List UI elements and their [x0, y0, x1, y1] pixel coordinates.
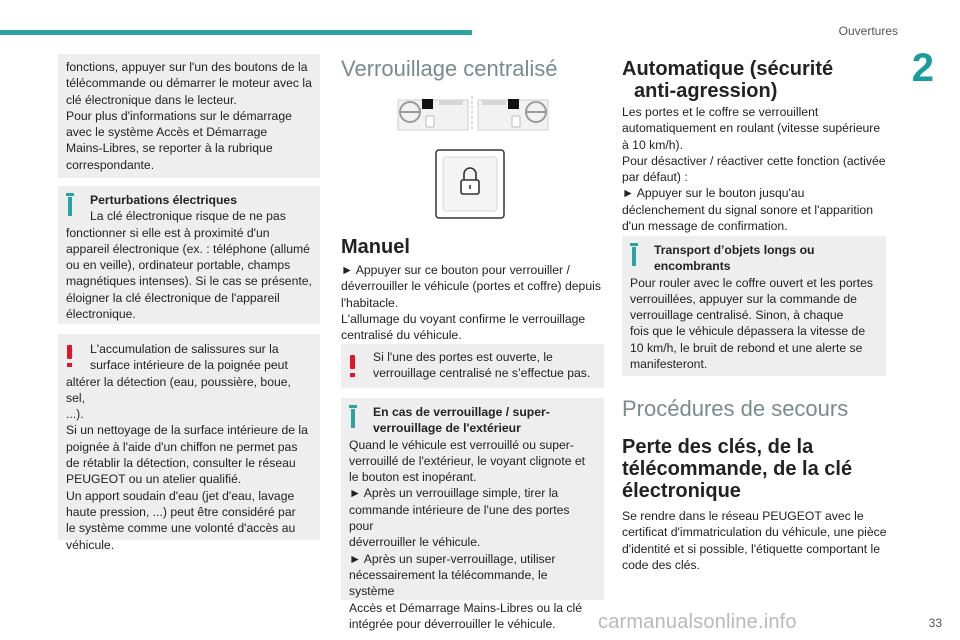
text-line: ► Après un verrouillage simple, tirer la [349, 486, 559, 501]
info-box-long-objects [622, 236, 886, 376]
text-line: correspondante. [66, 157, 155, 172]
text-line: Accès et Démarrage Mains-Libres ou la clé [349, 600, 583, 615]
text-line: code des clés. [622, 557, 700, 572]
text-line: verrouillé de l'extérieur, le voyant clignote et [349, 453, 586, 468]
info-box-title: encombrants [654, 259, 731, 274]
text-line: fonctionner si elle est à proximité d'un [66, 225, 270, 240]
text-line: à 10 km/h). [622, 137, 683, 152]
text-line: Si un nettoyage de la surface intérieure de la [66, 423, 308, 438]
info-box-title: Transport d’objets longs ou [654, 243, 815, 257]
text-line: verrouillées, appuyer sur la commande de [630, 291, 857, 306]
text-line: véhicule. [66, 537, 115, 552]
info-icon [351, 409, 355, 428]
text-line: déverrouiller le véhicule. [349, 535, 481, 550]
text-line: Pour plus d'informations sur le démarrage [66, 108, 292, 123]
dashboard-right-icon [478, 99, 548, 130]
text-line: ou en veille), ordinateur portable, champs [66, 258, 291, 273]
manuel-text [341, 262, 606, 343]
text-line: Se rendre dans le réseau PEUGEOT avec le [622, 509, 864, 523]
heading-line: télécommande, de la clé [622, 458, 853, 480]
warning-box-door-open [341, 344, 604, 388]
text-line: électronique. [66, 307, 136, 322]
info-box-electrical [58, 186, 320, 324]
text-line: Pour désactiver / réactiver cette fonction (activée [622, 153, 886, 168]
text-line: de rétablir la détection, consulter le réseau [66, 456, 296, 471]
dashboard-left-icon [398, 99, 468, 130]
info-box-title: verrouillage de l'extérieur [373, 421, 521, 436]
lock-button-icon [436, 150, 504, 218]
info-box-title: Perturbations électriques [90, 193, 237, 207]
text-line: l'habitacle. [341, 295, 399, 310]
text-line: Mains-Libres, se reporter à la rubrique [66, 141, 273, 156]
page-number: 33 [928, 616, 942, 630]
info-icon [632, 247, 636, 266]
text-line: appareil électronique (ex. : téléphone (allumé [66, 241, 310, 256]
text-line: L'accumulation de salissures sur la [90, 342, 279, 356]
text-line: altérer la détection (eau, poussière, boue, sel, [66, 374, 291, 405]
text-line: PEUGEOT ou un atelier qualifié. [66, 472, 242, 487]
text-line: déverrouiller le véhicule (portes et coffre) depuis [341, 279, 601, 294]
warning-box-dirt [58, 334, 320, 552]
text-line: verrouillage centralisé. Sinon, à chaque [630, 308, 844, 323]
text-line: le bouton est inopérant. [349, 470, 477, 485]
heading-manuel: Manuel [341, 236, 410, 258]
continued-info-box [58, 54, 320, 178]
warning-icon [350, 355, 355, 369]
info-box-exterior-lock [341, 398, 604, 631]
text-line: verrouillage centralisé ne s’effectue pas. [373, 366, 591, 381]
text-line: par défaut) : [622, 170, 688, 185]
heading-verrouillage: Verrouillage centralisé [341, 56, 558, 81]
heading-perte [622, 436, 872, 502]
text-line: La clé électronique risque de ne pas [90, 209, 286, 224]
text-line: centralisé du véhicule. [341, 328, 462, 343]
text-line: Un apport soudain d'eau (jet d'eau, lavage [66, 488, 295, 503]
text-line: ...). [66, 407, 84, 422]
text-line: fonctions, appuyer sur l'un des boutons de la [66, 60, 308, 74]
text-line: nécessairement la télécommande, le système [349, 567, 548, 599]
text-line: avec le système Accès et Démarrage [66, 125, 268, 140]
text-line: déclenchement du signal sonore et l'apparition [622, 202, 873, 217]
text-line: éloigner la clé électronique de l'appareil [66, 290, 280, 305]
text-line: surface intérieure de la poignée peut [90, 358, 288, 373]
watermark: carmanualsonline.info [598, 611, 797, 633]
heading-secours: Procédures de secours [622, 396, 849, 421]
perte-text [622, 508, 887, 573]
text-line: ► Appuyer sur ce bouton pour verrouiller / [341, 263, 570, 277]
text-line: intégrée pour déverrouiller le véhicule. [349, 616, 556, 631]
central-locking-illustration [340, 94, 600, 224]
text-line: Quand le véhicule est verrouillé ou super- [349, 437, 574, 452]
automatique-text [622, 104, 887, 234]
chapter-number: 2 [911, 46, 934, 90]
text-line: L'allumage du voyant confirme le verrouillage [341, 311, 586, 326]
warning-icon [67, 345, 72, 359]
text-line: 10 km/h, le bruit de rebond et une alerte se [630, 340, 863, 355]
text-line: d'identité et si possible, l'étiquette comportant le [622, 541, 881, 556]
text-line: magnétiques intenses). Si le cas se présente, [66, 274, 312, 289]
text-line: Les portes et le coffre se verrouillent [622, 105, 819, 119]
heading-automatique [622, 58, 862, 102]
text-line: haute pression, ...) peut être considéré par [66, 504, 296, 519]
text-line: ► Après un super-verrouillage, utiliser [349, 551, 556, 566]
text-line: d'un message de confirmation. [622, 219, 788, 234]
heading-line: anti-agression) [634, 80, 778, 102]
heading-line: Perte des clés, de la [622, 436, 814, 458]
text-line: fois que le véhicule dépassera la vitesse de [630, 324, 866, 339]
info-icon [68, 197, 72, 216]
text-line: Pour rouler avec le coffre ouvert et les portes [630, 275, 873, 290]
text-line: poignée à l'aide d'un chiffon ne permet pas [66, 439, 298, 454]
info-box-title: En cas de verrouillage / super- [373, 405, 550, 419]
section-title: Ouvertures [838, 24, 898, 38]
text-line: certificat d'immatriculation du véhicule, une pièce [622, 525, 887, 540]
text-line: manifesteront. [630, 357, 708, 372]
text-line: clé électronique dans le lecteur. [66, 92, 237, 107]
text-line: ► Appuyer sur le bouton jusqu'au [622, 186, 805, 201]
text-line: automatiquement en roulant (vitesse supérieure [622, 121, 881, 136]
text-line: commande intérieure de l'une des portes pour [349, 502, 570, 534]
text-line: le système comme une volonté d'accès au [66, 521, 296, 536]
heading-line: Automatique (sécurité [622, 58, 834, 80]
text-line: Si l'une des portes est ouverte, le [373, 350, 553, 364]
top-accent-bar [0, 30, 472, 35]
text-line: télécommande ou démarrer le moteur avec la [66, 76, 312, 91]
heading-line: électronique [622, 480, 741, 502]
